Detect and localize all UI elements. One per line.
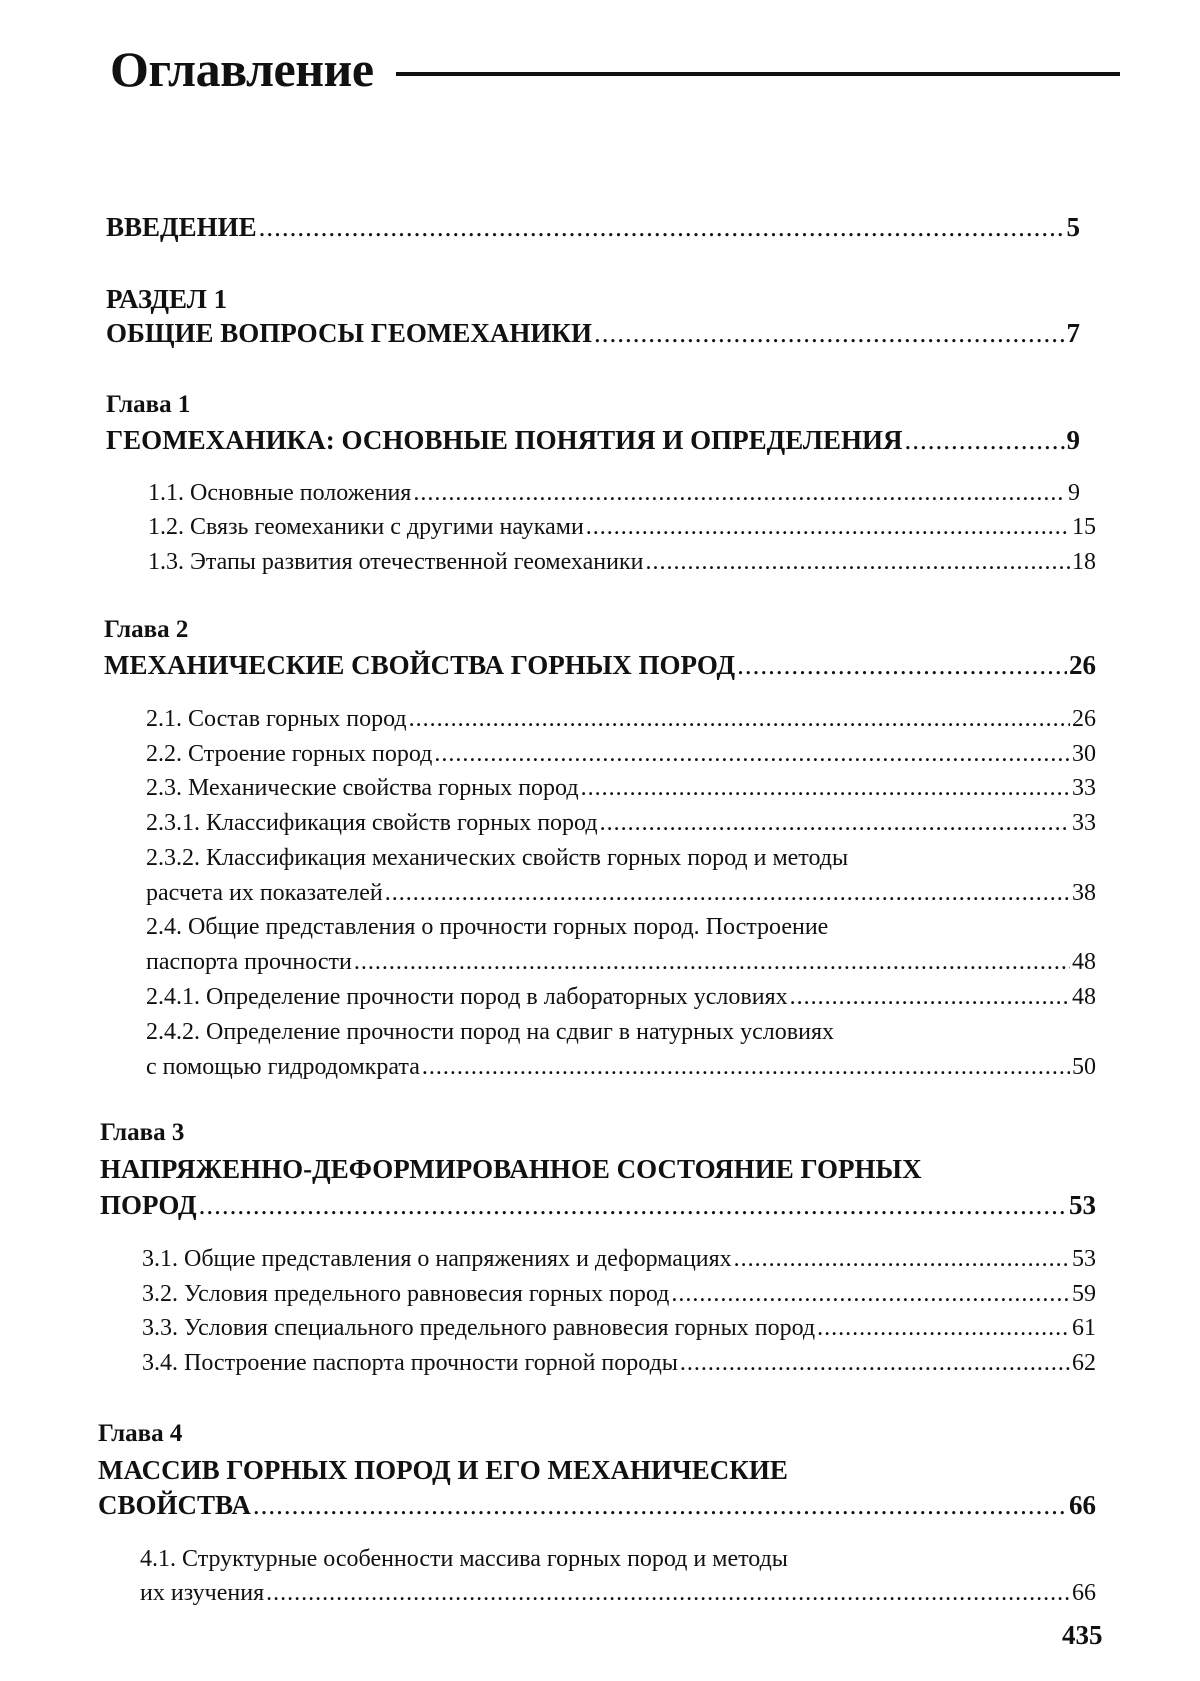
toc-page-number: 7 — [1067, 318, 1081, 349]
toc-entry-2-3-2-line1: 2.3.2. Классификация механических свойств горных пород и методы — [146, 845, 848, 872]
toc-page-number: 9 — [1068, 480, 1080, 507]
toc-leader-dots — [594, 318, 1065, 349]
toc-entry-label: 1.2. Связь геомеханики с другими науками — [148, 514, 584, 541]
toc-page-number: 48 — [1072, 984, 1096, 1011]
toc-leader-dots — [413, 480, 1066, 507]
toc-page-number: 9 — [1067, 425, 1081, 456]
toc-entry-intro[interactable] — [106, 212, 1080, 243]
toc-entry-label: 3.1. Общие представления о напряжениях и деформациях — [142, 1246, 732, 1273]
toc-leader-dots — [266, 1580, 1070, 1607]
toc-entry-label: 3.3. Условия специального предельного равновесия горных пород — [142, 1315, 815, 1342]
toc-entry-label: 2.1. Состав горных пород — [146, 706, 407, 733]
toc-leader-dots — [586, 514, 1070, 541]
toc-entry-label: паспорта прочности — [146, 949, 352, 976]
toc-entry-label: 1.3. Этапы развития отечественной геомеханики — [148, 549, 643, 576]
toc-entry-label: с помощью гидродомкрата — [146, 1054, 420, 1081]
toc-entry-label: 3.2. Условия предельного равновесия горных пород — [142, 1281, 669, 1308]
toc-leader-dots — [645, 549, 1070, 576]
toc-entry-2-3-2[interactable] — [146, 880, 1096, 907]
toc-entry-1-1[interactable] — [148, 480, 1080, 507]
toc-entry-2-4-line1: 2.4. Общие представления о прочности горных пород. Построение — [146, 914, 828, 941]
toc-leader-dots — [385, 880, 1070, 907]
toc-entry-label: 3.4. Построение паспорта прочности горной породы — [142, 1350, 678, 1377]
toc-leader-dots — [581, 775, 1070, 802]
toc-entry-2-2[interactable] — [146, 741, 1096, 768]
toc-entry-chapter-2[interactable] — [104, 650, 1096, 681]
toc-page-number: 62 — [1072, 1350, 1096, 1377]
toc-entry-2-4-1[interactable] — [146, 984, 1096, 1011]
toc-entry-2-4-2[interactable] — [146, 1054, 1096, 1081]
toc-page-number: 61 — [1072, 1315, 1096, 1342]
title-row — [110, 40, 1120, 98]
toc-leader-dots — [817, 1315, 1070, 1342]
toc-page-number: 15 — [1072, 514, 1096, 541]
page-number: 435 — [1062, 1620, 1103, 1651]
chapter-label: Глава 2 — [104, 616, 188, 644]
toc-entry-label: ГЕОМЕХАНИКА: ОСНОВНЫЕ ПОНЯТИЯ И ОПРЕДЕЛЕНИЯ — [106, 425, 903, 456]
toc-page-number: 50 — [1072, 1054, 1096, 1081]
toc-leader-dots — [422, 1054, 1070, 1081]
toc-page-number: 48 — [1072, 949, 1096, 976]
toc-entry-chapter-3[interactable] — [100, 1190, 1096, 1221]
chapter-label: Глава 1 — [106, 391, 190, 419]
toc-entry-label: расчета их показателей — [146, 880, 383, 907]
toc-page-number: 30 — [1072, 741, 1096, 768]
toc-leader-dots — [434, 741, 1070, 768]
toc-entry-label: ПОРОД — [100, 1190, 197, 1221]
toc-leader-dots — [354, 949, 1070, 976]
toc-entry-2-4-2-line1: 2.4.2. Определение прочности пород на сдвиг в натурных условиях — [146, 1019, 834, 1046]
toc-entry-1-3[interactable] — [148, 549, 1096, 576]
section-label: РАЗДЕЛ 1 — [106, 284, 227, 315]
toc-entry-label: 2.3. Механические свойства горных пород — [146, 775, 579, 802]
toc-leader-dots — [680, 1350, 1070, 1377]
toc-page-number: 33 — [1072, 810, 1096, 837]
toc-page-number: 18 — [1072, 549, 1096, 576]
toc-page-number: 5 — [1067, 212, 1081, 243]
toc-leader-dots — [790, 984, 1070, 1011]
toc-leader-dots — [734, 1246, 1070, 1273]
toc-page-number: 59 — [1072, 1281, 1096, 1308]
toc-entry-chapter-1[interactable] — [106, 425, 1080, 456]
toc-page-number: 66 — [1072, 1580, 1096, 1607]
toc-leader-dots — [253, 1490, 1067, 1521]
page-title: Оглавление — [110, 40, 374, 98]
chapter-4-title-line1: МАССИВ ГОРНЫХ ПОРОД И ЕГО МЕХАНИЧЕСКИЕ — [98, 1455, 788, 1486]
toc-entry-label: ВВЕДЕНИЕ — [106, 212, 257, 243]
toc-page-number: 53 — [1069, 1190, 1096, 1221]
toc-entry-3-4[interactable] — [142, 1350, 1096, 1377]
toc-leader-dots — [600, 810, 1070, 837]
toc-entry-2-3[interactable] — [146, 775, 1096, 802]
toc-entry-3-3[interactable] — [142, 1315, 1096, 1342]
toc-entry-label: 1.1. Основные положения — [148, 480, 411, 507]
chapter-3-title-line1: НАПРЯЖЕННО-ДЕФОРМИРОВАННОЕ СОСТОЯНИЕ ГОРНЫХ — [100, 1154, 922, 1185]
book-page — [0, 0, 1200, 1681]
toc-page-number: 33 — [1072, 775, 1096, 802]
toc-page-number: 66 — [1069, 1490, 1096, 1521]
toc-entry-chapter-4[interactable] — [98, 1490, 1096, 1521]
toc-page-number: 26 — [1069, 650, 1096, 681]
toc-entry-label: СВОЙСТВА — [98, 1490, 251, 1521]
toc-entry-3-1[interactable] — [142, 1246, 1096, 1273]
toc-entry-section-1[interactable] — [106, 318, 1080, 349]
toc-entry-label: 2.3.1. Классификация свойств горных пород — [146, 810, 598, 837]
toc-entry-label: ОБЩИЕ ВОПРОСЫ ГЕОМЕХАНИКИ — [106, 318, 592, 349]
toc-leader-dots — [259, 212, 1065, 243]
toc-leader-dots — [409, 706, 1070, 733]
toc-leader-dots — [199, 1190, 1067, 1221]
toc-entry-2-3-1[interactable] — [146, 810, 1096, 837]
toc-entry-1-2[interactable] — [148, 514, 1096, 541]
chapter-label: Глава 4 — [98, 1420, 182, 1448]
toc-entry-label: 2.4.1. Определение прочности пород в лабораторных условиях — [146, 984, 788, 1011]
toc-page-number: 38 — [1072, 880, 1096, 907]
chapter-label: Глава 3 — [100, 1119, 184, 1147]
toc-entry-2-1[interactable] — [146, 706, 1096, 733]
toc-page-number: 26 — [1072, 706, 1096, 733]
toc-entry-4-1[interactable] — [140, 1580, 1096, 1607]
title-rule — [396, 72, 1120, 76]
toc-page-number: 53 — [1072, 1246, 1096, 1273]
toc-entry-2-4[interactable] — [146, 949, 1096, 976]
toc-entry-label: их изучения — [140, 1580, 264, 1607]
toc-leader-dots — [905, 425, 1065, 456]
toc-leader-dots — [671, 1281, 1070, 1308]
toc-entry-label: 2.2. Строение горных пород — [146, 741, 432, 768]
toc-entry-3-2[interactable] — [142, 1281, 1096, 1308]
toc-entry-4-1-line1: 4.1. Структурные особенности массива горных пород и методы — [140, 1546, 788, 1573]
toc-leader-dots — [737, 650, 1067, 681]
toc-entry-label: МЕХАНИЧЕСКИЕ СВОЙСТВА ГОРНЫХ ПОРОД — [104, 650, 735, 681]
